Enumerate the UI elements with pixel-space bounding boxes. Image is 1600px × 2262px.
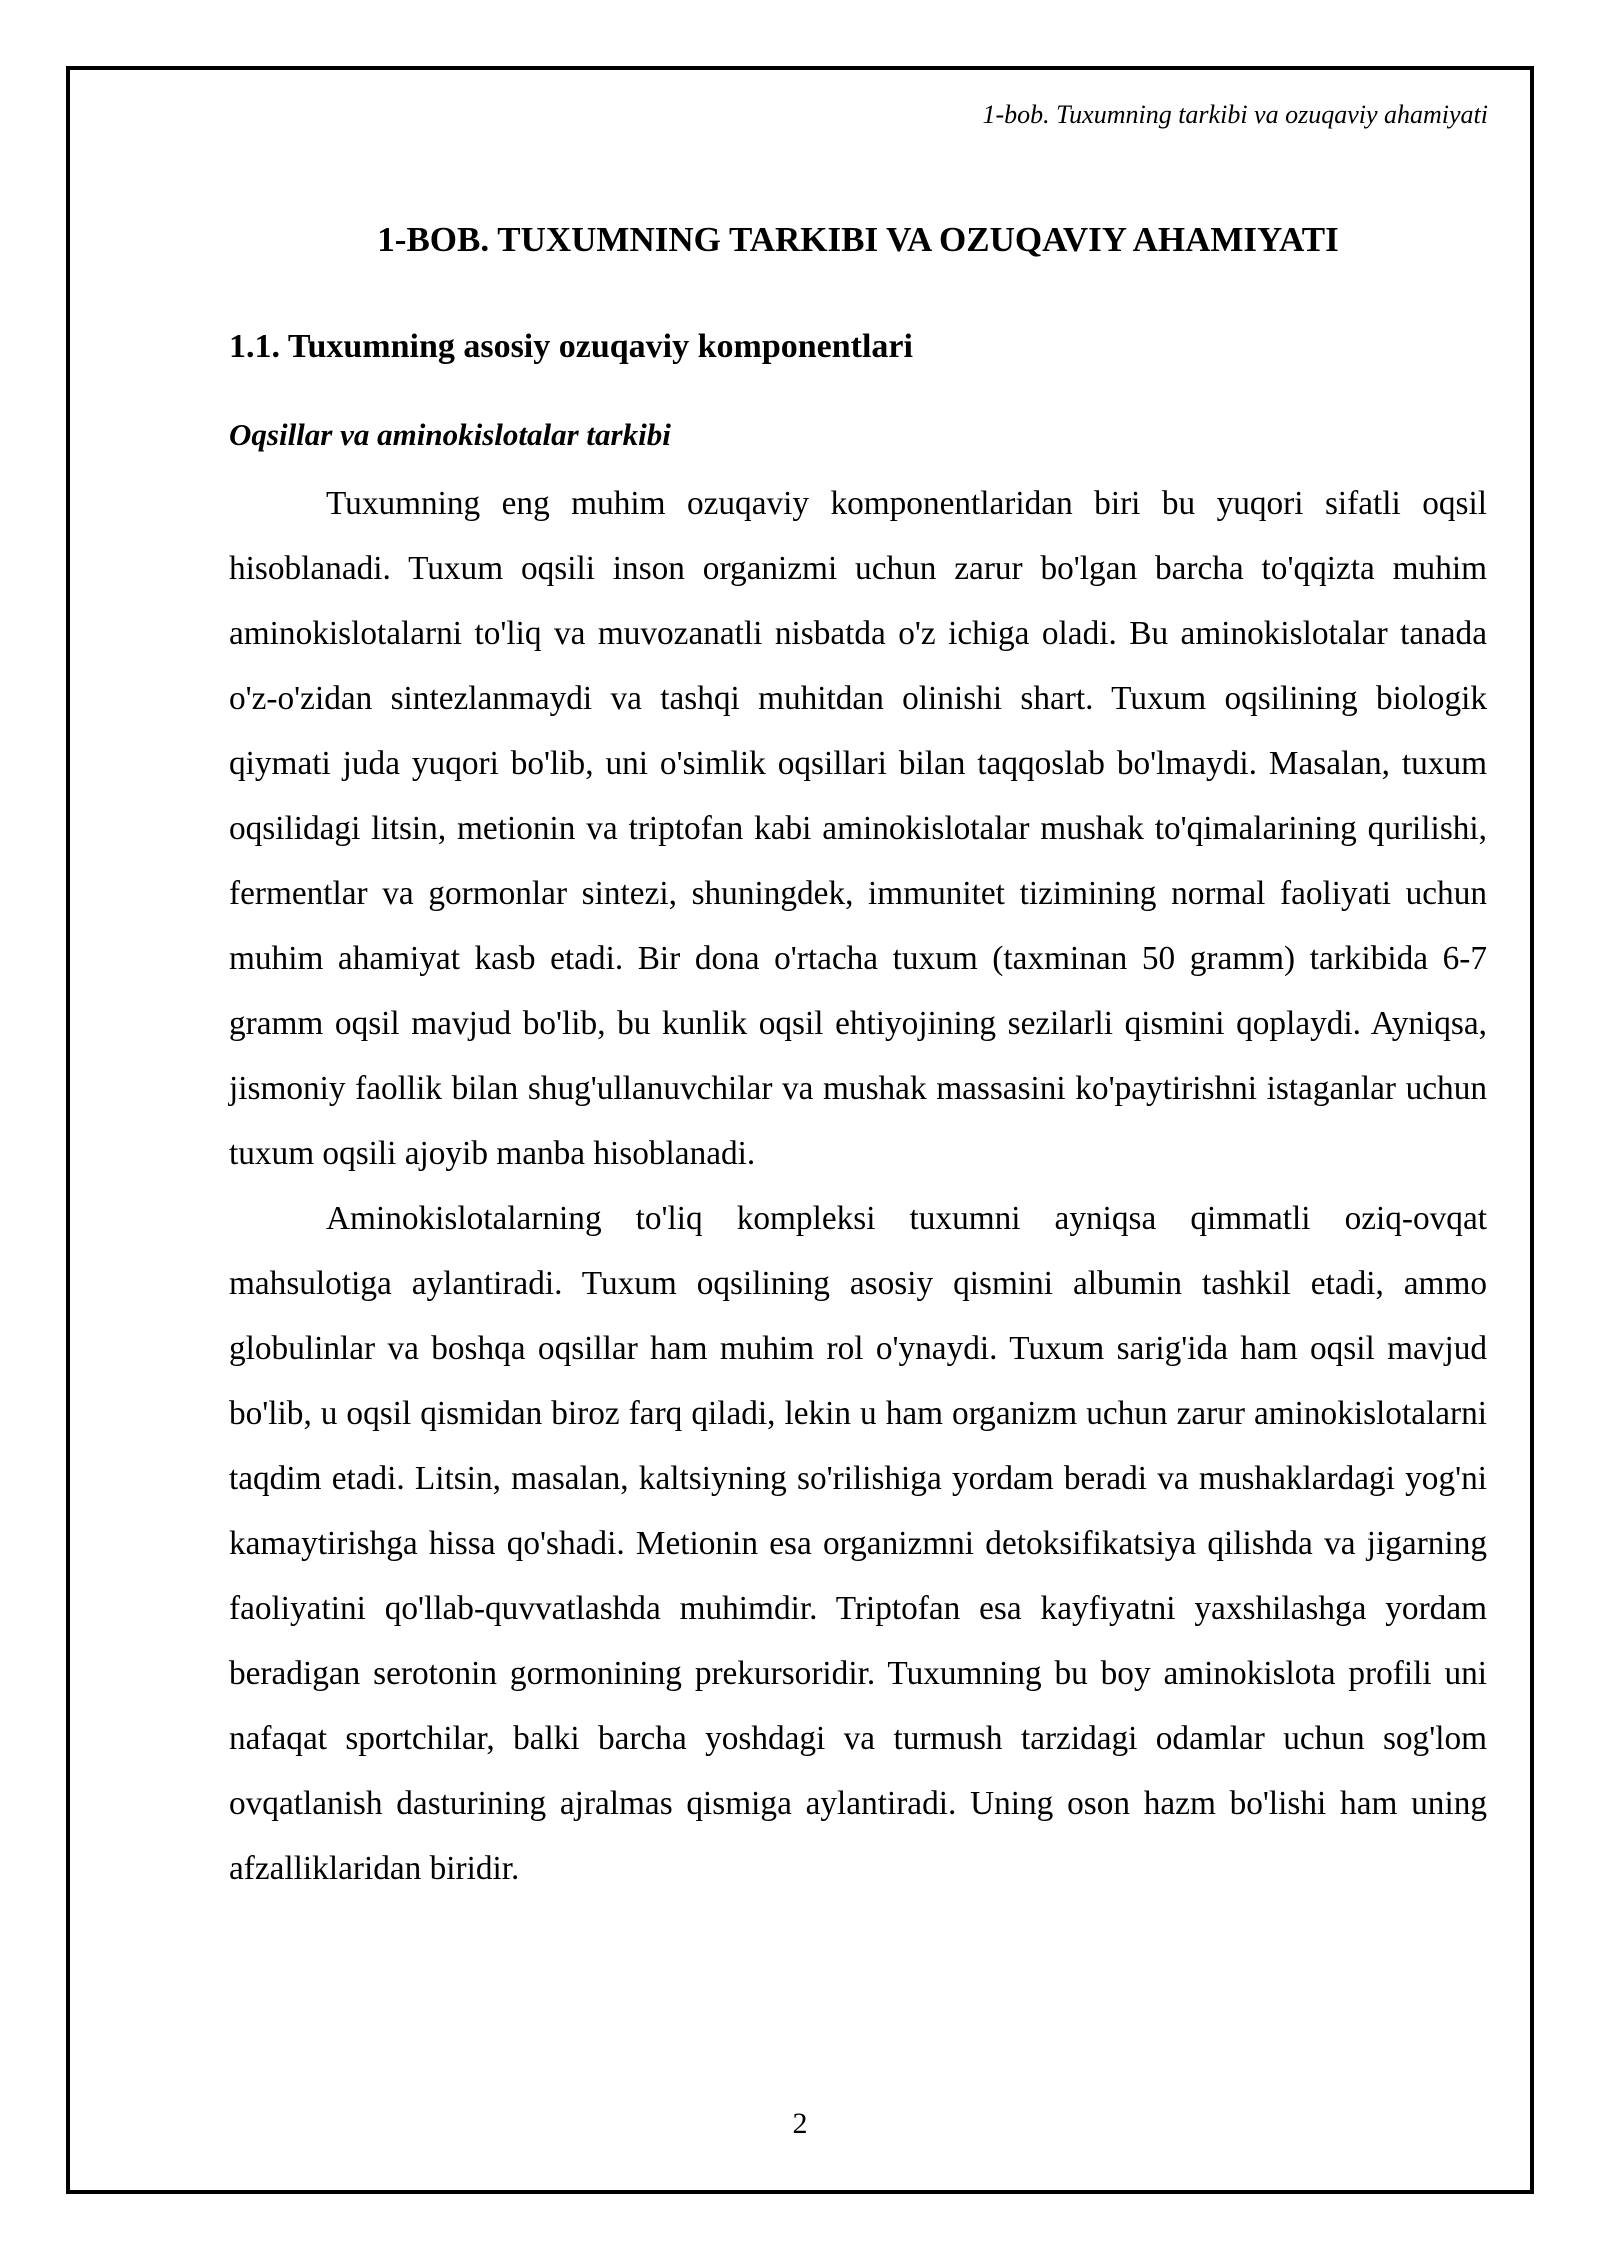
body-paragraph: Tuxumning eng muhim ozuqaviy komponentlaridan biri bu yuqori sifatli oqsil hisoblanadi. Tuxum oqsili inson organizmi uchun zarur bo'lgan barcha to'qqizta muhim aminokislotalarni to'liq va muvozanatli nisbatda o'z ichiga oladi. Bu aminokislotalar tanada o'z-o'zidan sintezlanmaydi va tashqi muhitdan olinishi shart. Tuxum oqsilining biologik qiymati juda yuqori bo'lib, uni o'simlik oqsillari bilan taqqoslab bo'lmaydi. Masalan, tuxum oqsilidagi litsin, metionin va triptofan kabi aminokislotalar mushak to'qimalarining qurilishi, fermentlar va gormonlar sintezi, shuningdek, immunitet tizimining normal faoliyati uchun muhim ahamiyat kasb etadi. Bir dona o'rtacha tuxum (taxminan 50 gramm) tarkibida 6-7 gramm oqsil mavjud bo'lib, bu kunlik oqsil ehtiyojining sezilarli qismini qoplaydi. Ayniqsa, jismoniy faollik bilan shug'ullanuvchilar va mushak massasini ko'paytirishni istaganlar uchun tuxum oqsili ajoyib manba hisoblanadi. (229, 485, 1487, 1172)
running-header: 1-bob. Tuxumning tarkibi va ozuqaviy ahamiyati (982, 100, 1488, 129)
page-body (229, 210, 1487, 1901)
subsection-title: Oqsillar va aminokislotalar tarkibi (229, 417, 671, 452)
section-title: 1.1. Tuxumning asosiy ozuqaviy komponentlari (229, 328, 913, 365)
page-number: 2 (792, 2107, 808, 2140)
chapter-title: 1-BOB. TUXUMNING TARKIBI VA OZUQAVIY AHAMIYATI (377, 220, 1339, 259)
body-paragraph: Aminokislotalarning to'liq kompleksi tuxumni ayniqsa qimmatli oziq-ovqat mahsulotiga aylantiradi. Tuxum oqsilining asosiy qismini albumin tashkil etadi, ammo globulinlar va boshqa oqsillar ham muhim rol o'ynaydi. Tuxum sarig'ida ham oqsil mavjud bo'lib, u oqsil qismidan biroz farq qiladi, lekin u ham organizm uchun zarur aminokislotalarni taqdim etadi. Litsin, masalan, kaltsiyning so'rilishiga yordam beradi va mushaklardagi yog'ni kamaytirishga hissa qo'shadi. Metionin esa organizmni detoksifikatsiya qilishda va jigarning faoliyatini qo'llab-quvvatlashda muhimdir. Triptofan esa kayfiyatni yaxshilashga yordam beradigan serotonin gormonining prekursoridir. Tuxumning bu boy aminokislota profili uni nafaqat sportchilar, balki barcha yoshdagi va turmush tarzidagi odamlar uchun sog'lom ovqatlanish dasturining ajralmas qismiga aylantiradi. Uning oson hazm bo'lishi ham uning afzalliklaridan biridir. (229, 1200, 1487, 1887)
